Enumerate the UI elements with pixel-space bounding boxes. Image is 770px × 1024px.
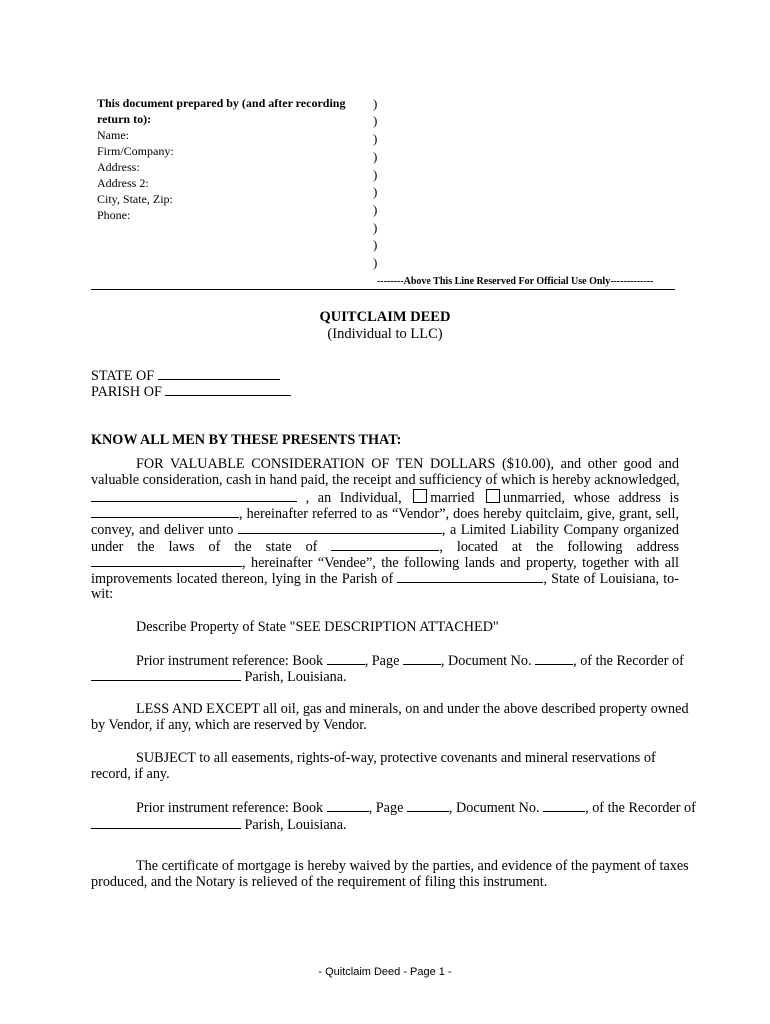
consideration-line-7	[91, 554, 679, 571]
prior-ref-2-parish-line	[91, 816, 347, 834]
llc-organized-text: , a Limited Liability Company organized	[441, 522, 680, 538]
married-option	[410, 490, 474, 506]
prior-ref-2-book-blank	[327, 799, 369, 812]
married-checkbox[interactable]	[413, 489, 427, 503]
field-name-label: Name:	[97, 128, 129, 142]
prepared-by-heading	[97, 95, 345, 111]
prior-ref-1-parish-blank	[91, 668, 241, 681]
paren-8: )	[373, 220, 378, 235]
consideration-line-8	[91, 570, 679, 587]
unmarried-option	[483, 490, 679, 506]
prior-ref-2-recorder-label: , of the Recorder of	[585, 800, 696, 816]
prior-ref-1-book-label: Prior instrument reference: Book	[136, 653, 324, 669]
paren-4: )	[373, 149, 378, 164]
individual-text: , an Individual,	[305, 490, 402, 506]
consideration-line-5	[91, 521, 679, 538]
prior-ref-1-page-label: , Page	[364, 653, 400, 669]
paren-7: )	[373, 202, 378, 217]
subject-line-1: SUBJECT to all easements, rights-of-way, protective covenants and mineral reservations of	[136, 750, 656, 766]
consideration-line-6	[91, 538, 679, 555]
state-louisiana-text: , State of Louisiana, to-	[543, 571, 679, 587]
paren-3: )	[373, 131, 378, 146]
prior-ref-1-parish-label: Parish, Louisiana.	[244, 669, 347, 685]
convey-text: convey, and deliver unto	[91, 522, 234, 538]
field-phone-label: Phone:	[97, 208, 131, 222]
subject-line-2: record, if any.	[91, 766, 170, 782]
certificate-line-1: The certificate of mortgage is hereby waived by the parties, and evidence of the payment of taxes	[136, 858, 689, 874]
paren-6: )	[373, 184, 378, 199]
paren-2: )	[373, 113, 378, 128]
consideration-line-9: wit:	[91, 586, 114, 602]
property-parish-blank	[397, 570, 543, 583]
consideration-line-4	[91, 505, 679, 522]
prior-ref-2-book-label: Prior instrument reference: Book	[136, 800, 324, 816]
unmarried-checkbox[interactable]	[486, 489, 500, 503]
vendee-name-group	[238, 522, 679, 538]
prior-ref-2-parish-label: Parish, Louisiana.	[244, 817, 347, 833]
prior-ref-2-page-blank	[407, 799, 449, 812]
state-org-blank	[331, 538, 439, 551]
prior-ref-2-line	[136, 799, 696, 817]
vendee-referred-text: , hereinafter “Vendee”, the following lands and property, together with all	[242, 555, 679, 571]
less-except-line-2: by Vendor, if any, which are reserved by Vendor.	[91, 717, 367, 733]
parish-of-line	[91, 383, 291, 401]
field-city-state-zip-label: City, State, Zip:	[97, 192, 173, 206]
field-firm-label: Firm/Company:	[97, 144, 174, 158]
prior-ref-1-parish-line	[91, 668, 347, 686]
reserved-line-text: --------Above This Line Reserved For Official Use Only-------------	[377, 276, 654, 287]
prepared-by-heading-line2: return to):	[97, 112, 152, 126]
prior-ref-1-page-blank	[403, 652, 441, 665]
vendor-name-blank	[91, 489, 297, 502]
certificate-line-2: produced, and the Notary is relieved of the requirement of filing this instrument.	[91, 874, 548, 890]
prior-ref-1-recorder-label: , of the Recorder of	[573, 653, 684, 669]
prepared-by-heading-2	[97, 111, 151, 127]
vendee-name-blank	[238, 521, 442, 534]
laws-of-state-text: under the laws of the state of	[91, 539, 318, 555]
married-label: married	[430, 490, 475, 506]
field-address-label: Address:	[97, 160, 140, 174]
field-address2-label: Address 2:	[97, 176, 149, 190]
state-of-label: STATE OF	[91, 368, 155, 384]
paren-9: )	[373, 237, 378, 252]
prior-ref-2-page-label: , Page	[368, 800, 404, 816]
paren-5: )	[373, 167, 378, 182]
page-title: QUITCLAIM DEED	[319, 309, 451, 325]
unmarried-label: unmarried, whose address is	[503, 490, 680, 506]
page-footer: - Quitclaim Deed - Page 1 -	[318, 966, 452, 978]
prior-ref-2-doc-label: , Document No.	[448, 800, 540, 816]
prior-ref-1-doc-label: , Document No.	[440, 653, 532, 669]
improvements-text: improvements located thereon, lying in the Parish of	[91, 571, 394, 587]
parish-blank	[165, 383, 291, 396]
consideration-line-1: FOR VALUABLE CONSIDERATION OF TEN DOLLARS ($10.00), and other good and	[136, 456, 679, 472]
prepared-by-heading-line1: This document prepared by (and after recording	[97, 96, 346, 110]
paren-1: )	[373, 96, 378, 111]
know-all-heading: KNOW ALL MEN BY THESE PRESENTS THAT:	[91, 432, 402, 448]
parish-of-label: PARISH OF	[91, 384, 162, 400]
describe-property-text: Describe Property of State "SEE DESCRIPTION ATTACHED"	[136, 619, 499, 635]
prior-ref-2-doc-blank	[543, 799, 585, 812]
vendor-address-blank	[91, 505, 239, 518]
vendor-referred-text: , hereinafter referred to as “Vendor”, does hereby quitclaim, give, grant, sell,	[239, 506, 679, 522]
state-blank	[158, 367, 280, 380]
less-except-line-1: LESS AND EXCEPT all oil, gas and minerals, on and under the above described property owned	[136, 701, 689, 717]
page-subtitle: (Individual to LLC)	[327, 326, 443, 342]
prior-ref-1-doc-blank	[535, 652, 573, 665]
consideration-line-3	[91, 489, 679, 506]
prior-ref-2-parish-blank	[91, 816, 241, 829]
parish-group	[397, 571, 679, 587]
consideration-line-2: valuable consideration, cash in hand paid, the receipt and sufficiency of which is hereby acknowledged,	[91, 472, 680, 488]
prior-ref-1-book-blank	[327, 652, 365, 665]
located-at-text: , located at the following address	[439, 539, 679, 555]
paren-10: )	[373, 255, 378, 270]
recording-divider	[91, 289, 675, 290]
state-org-group	[331, 539, 679, 555]
vendee-address-blank	[91, 554, 242, 567]
